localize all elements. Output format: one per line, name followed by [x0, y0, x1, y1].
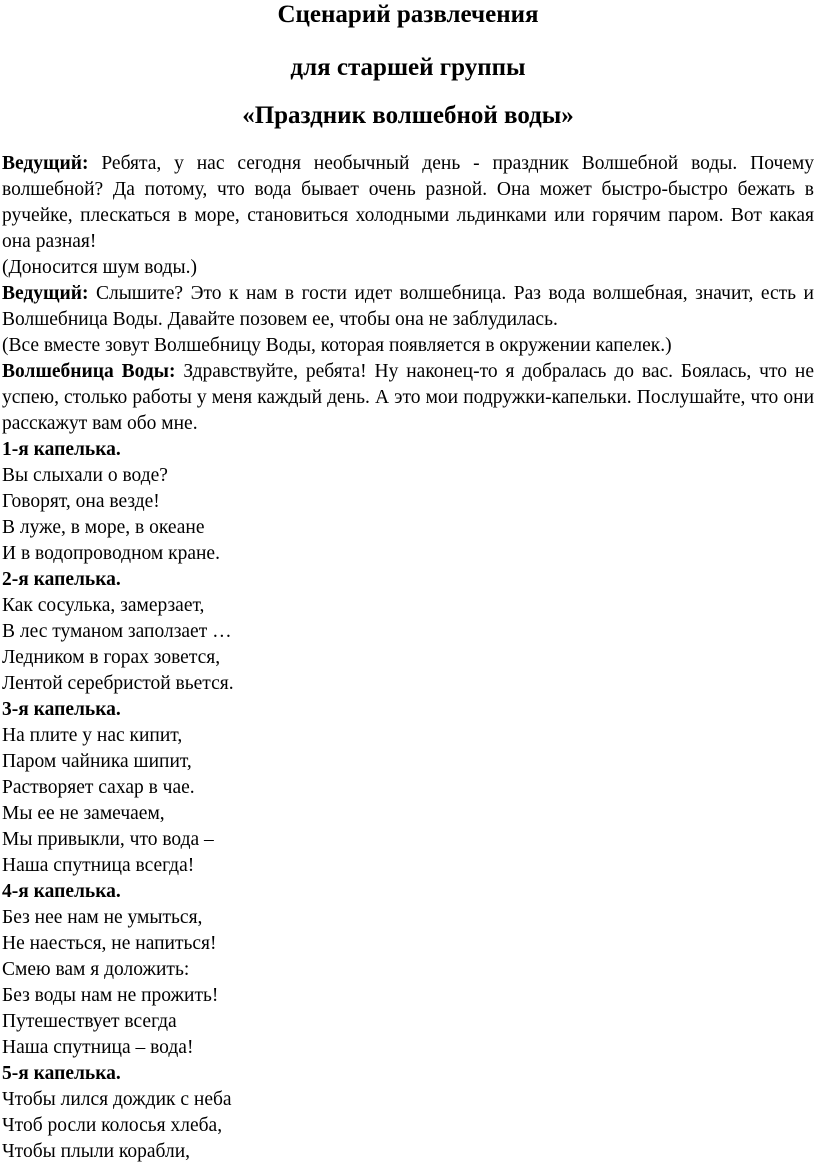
verse-line: Чтобы лился дождик с неба [2, 1089, 232, 1110]
paragraph-water-fairy [2, 359, 814, 437]
paragraph-text: Ребята, у нас сегодня необычный день - праздник Волшебной воды. Почему волшебной? Да потому, что вода бывает очень разной. Она может быстро-быстро бежать в ручейке, плескаться в море, становиться холодными льдинками или горячим паром. Вот какая она разная! [2, 153, 814, 252]
verse-line: Не наесться, не напиться! [2, 933, 217, 954]
verse-line: Как сосулька, замерзает, [2, 595, 205, 616]
drop-heading: 2-я капелька. [2, 569, 121, 590]
verse-line: Растворяет сахар в чае. [2, 777, 195, 798]
verse-line: Паром чайника шипит, [2, 751, 192, 772]
document-title-line-2: для старшей группы [290, 54, 526, 81]
paragraph-host-intro [2, 151, 814, 255]
document-title-line-3: «Праздник волшебной воды» [242, 102, 574, 129]
stage-remark: (Все вместе зовут Волшебницу Воды, которая появляется в окружении капелек.) [2, 335, 672, 356]
verse-line: Лентой серебристой вьется. [2, 673, 234, 694]
verse-line: В луже, в море, в океане [2, 517, 205, 538]
verse-line: На плите у нас кипит, [2, 725, 183, 746]
verse-line: Ледником в горах зовется, [2, 647, 221, 668]
drop-heading: 1-я капелька. [2, 439, 121, 460]
verse-line: Без нее нам не умыться, [2, 907, 203, 928]
verse-line: В лес туманом заползает … [2, 621, 232, 642]
verse-line: Мы ее не замечаем, [2, 803, 165, 824]
verse-line: Чтоб росли колосья хлеба, [2, 1115, 223, 1136]
verse-line: Наша спутница – вода! [2, 1037, 194, 1058]
verse-line: Вы слыхали о воде? [2, 465, 168, 486]
verse-line: Без воды нам не прожить! [2, 985, 219, 1006]
verse-line: И в водопроводном кране. [2, 543, 220, 564]
drop-heading: 4-я капелька. [2, 881, 121, 902]
verse-line: Смею вам я доложить: [2, 959, 190, 980]
document-title-line-1: Сценарий развлечения [277, 1, 539, 28]
document-body [2, 151, 814, 1165]
stage-remark: (Доносится шум воды.) [2, 257, 197, 278]
speaker-label: Ведущий: [2, 153, 89, 174]
drop-heading: 5-я капелька. [2, 1063, 121, 1084]
drop-heading: 3-я капелька. [2, 699, 121, 720]
verse-line: Говорят, она везде! [2, 491, 160, 512]
verse-line: Путешествует всегда [2, 1011, 177, 1032]
paragraph-text: Здравствуйте, ребята! Ну наконец-то я добралась до вас. Боялась, что не успею, столько работы у меня каждый день. А это мои подружки-капельки. Послушайте, что они расскажут вам обо мне. [2, 361, 814, 434]
verse-line: Наша спутница всегда! [2, 855, 195, 876]
speaker-label: Ведущий: [2, 283, 89, 304]
verse-line: Чтобы плыли корабли, [2, 1141, 191, 1162]
speaker-label: Волшебница Воды: [2, 361, 176, 382]
paragraph-host-call [2, 281, 814, 333]
paragraph-text: Слышите? Это к нам в гости идет волшебница. Раз вода волшебная, значит, есть и Волшебница Воды. Давайте позовем ее, чтобы она не заблудилась. [2, 283, 814, 330]
verse-line: Мы привыкли, что вода – [2, 829, 214, 850]
